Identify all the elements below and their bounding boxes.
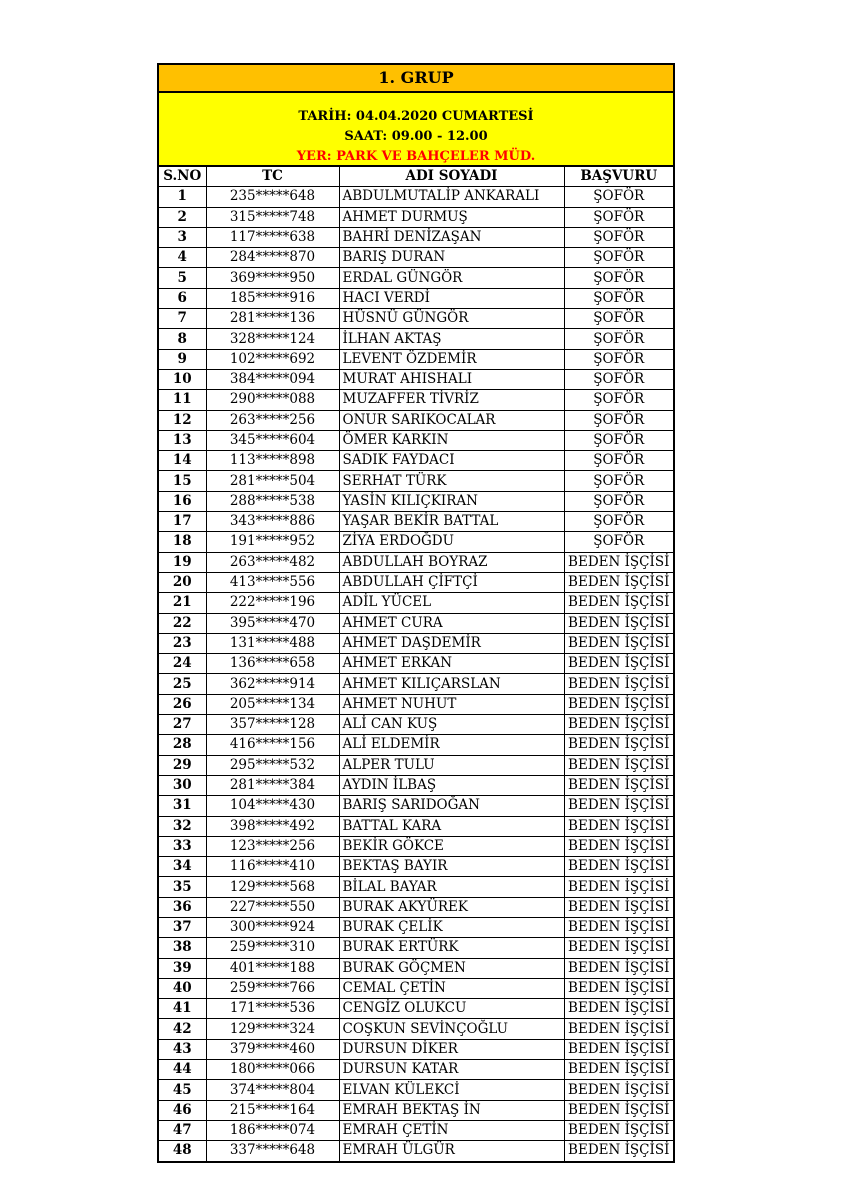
row-tc: 416*****156: [206, 735, 339, 755]
table-body: [159, 187, 673, 1161]
row-tc: 259*****310: [206, 938, 339, 958]
row-application: BEDEN İŞÇİSİ: [564, 1019, 673, 1039]
row-tc: 131*****488: [206, 633, 339, 653]
row-number: 43: [159, 1039, 206, 1059]
table-row: [159, 999, 673, 1019]
row-tc: 315*****748: [206, 207, 339, 227]
row-number: 34: [159, 857, 206, 877]
row-number: 47: [159, 1120, 206, 1140]
row-tc: 398*****492: [206, 816, 339, 836]
table-row: [159, 248, 673, 268]
row-number: 33: [159, 836, 206, 856]
table-row: [159, 491, 673, 511]
row-name: AHMET KILIÇARSLAN: [339, 674, 564, 694]
row-name: DURSUN KATAR: [339, 1060, 564, 1080]
column-header-tc: TC: [206, 167, 339, 187]
row-name: BİLAL BAYAR: [339, 877, 564, 897]
row-application: BEDEN İŞÇİSİ: [564, 715, 673, 735]
row-application: ŞOFÖR: [564, 329, 673, 349]
row-application: BEDEN İŞÇİSİ: [564, 999, 673, 1019]
row-tc: 116*****410: [206, 857, 339, 877]
row-application: BEDEN İŞÇİSİ: [564, 897, 673, 917]
row-tc: 215*****164: [206, 1100, 339, 1120]
row-number: 29: [159, 755, 206, 775]
row-number: 42: [159, 1019, 206, 1039]
table-row: [159, 633, 673, 653]
table-row: [159, 1060, 673, 1080]
row-name: BARIŞ SARIDOĞAN: [339, 796, 564, 816]
table-row: [159, 674, 673, 694]
row-name: ADİL YÜCEL: [339, 593, 564, 613]
exam-info-box: [159, 93, 673, 167]
row-tc: 136*****658: [206, 654, 339, 674]
row-tc: 205*****134: [206, 694, 339, 714]
row-name: EMRAH ÇETİN: [339, 1120, 564, 1140]
row-number: 20: [159, 572, 206, 592]
row-tc: 191*****952: [206, 532, 339, 552]
row-number: 24: [159, 654, 206, 674]
table-row: [159, 552, 673, 572]
row-name: ERDAL GÜNGÖR: [339, 268, 564, 288]
row-tc: 281*****384: [206, 775, 339, 795]
row-tc: 281*****504: [206, 471, 339, 491]
table-row: [159, 349, 673, 369]
row-name: CENGİZ OLUKCU: [339, 999, 564, 1019]
row-number: 28: [159, 735, 206, 755]
row-application: ŞOFÖR: [564, 532, 673, 552]
row-number: 12: [159, 410, 206, 430]
row-number: 30: [159, 775, 206, 795]
table-row: [159, 1141, 673, 1161]
row-name: BARIŞ DURAN: [339, 248, 564, 268]
table-row: [159, 917, 673, 937]
row-application: BEDEN İŞÇİSİ: [564, 755, 673, 775]
table-row: [159, 836, 673, 856]
row-application: BEDEN İŞÇİSİ: [564, 938, 673, 958]
row-number: 18: [159, 532, 206, 552]
row-number: 35: [159, 877, 206, 897]
row-number: 19: [159, 552, 206, 572]
row-application: ŞOFÖR: [564, 369, 673, 389]
row-number: 25: [159, 674, 206, 694]
row-name: AHMET DURMUŞ: [339, 207, 564, 227]
table-row: [159, 958, 673, 978]
row-name: ABDULLAH BOYRAZ: [339, 552, 564, 572]
row-application: ŞOFÖR: [564, 491, 673, 511]
row-application: BEDEN İŞÇİSİ: [564, 877, 673, 897]
row-tc: 113*****898: [206, 451, 339, 471]
row-name: AYDIN İLBAŞ: [339, 775, 564, 795]
row-name: AHMET CURA: [339, 613, 564, 633]
row-name: DURSUN DİKER: [339, 1039, 564, 1059]
row-application: BEDEN İŞÇİSİ: [564, 694, 673, 714]
row-application: ŞOFÖR: [564, 207, 673, 227]
table-row: [159, 1039, 673, 1059]
row-application: BEDEN İŞÇİSİ: [564, 958, 673, 978]
row-name: BURAK ÇELİK: [339, 917, 564, 937]
row-tc: 288*****538: [206, 491, 339, 511]
table-row: [159, 1120, 673, 1140]
row-name: ZİYA ERDOĞDU: [339, 532, 564, 552]
table-row: [159, 938, 673, 958]
row-application: BEDEN İŞÇİSİ: [564, 816, 673, 836]
row-tc: 343*****886: [206, 512, 339, 532]
table-row: [159, 309, 673, 329]
row-tc: 295*****532: [206, 755, 339, 775]
exam-place: YER: PARK VE BAHÇELER MÜD.: [296, 149, 536, 164]
row-application: BEDEN İŞÇİSİ: [564, 674, 673, 694]
row-tc: 171*****536: [206, 999, 339, 1019]
row-number: 23: [159, 633, 206, 653]
row-tc: 328*****124: [206, 329, 339, 349]
row-application: BEDEN İŞÇİSİ: [564, 857, 673, 877]
row-name: ALİ ELDEMİR: [339, 735, 564, 755]
table-row: [159, 978, 673, 998]
row-name: AHMET ERKAN: [339, 654, 564, 674]
row-tc: 180*****066: [206, 1060, 339, 1080]
row-number: 22: [159, 613, 206, 633]
table-row: [159, 735, 673, 755]
row-number: 46: [159, 1100, 206, 1120]
table-row: [159, 369, 673, 389]
row-application: ŞOFÖR: [564, 268, 673, 288]
row-name: ELVAN KÜLEKCİ: [339, 1080, 564, 1100]
row-number: 39: [159, 958, 206, 978]
row-tc: 401*****188: [206, 958, 339, 978]
row-tc: 284*****870: [206, 248, 339, 268]
row-application: ŞOFÖR: [564, 227, 673, 247]
row-number: 14: [159, 451, 206, 471]
row-name: CEMAL ÇETİN: [339, 978, 564, 998]
table-row: [159, 897, 673, 917]
row-application: BEDEN İŞÇİSİ: [564, 572, 673, 592]
row-number: 8: [159, 329, 206, 349]
row-tc: 263*****256: [206, 410, 339, 430]
table-row: [159, 187, 673, 207]
table-row: [159, 227, 673, 247]
row-number: 32: [159, 816, 206, 836]
column-header-application: BAŞVURU: [564, 167, 673, 187]
row-name: AHMET DAŞDEMİR: [339, 633, 564, 653]
row-tc: 379*****460: [206, 1039, 339, 1059]
row-name: ABDULMUTALİP ANKARALI: [339, 187, 564, 207]
row-number: 38: [159, 938, 206, 958]
row-number: 3: [159, 227, 206, 247]
row-application: BEDEN İŞÇİSİ: [564, 1060, 673, 1080]
row-tc: 362*****914: [206, 674, 339, 694]
row-name: LEVENT ÖZDEMİR: [339, 349, 564, 369]
row-application: ŞOFÖR: [564, 512, 673, 532]
row-name: HACI VERDİ: [339, 288, 564, 308]
row-name: ALİ CAN KUŞ: [339, 715, 564, 735]
row-tc: 104*****430: [206, 796, 339, 816]
table-row: [159, 715, 673, 735]
table-row: [159, 755, 673, 775]
row-name: BURAK GÖÇMEN: [339, 958, 564, 978]
table-row: [159, 207, 673, 227]
row-application: ŞOFÖR: [564, 410, 673, 430]
row-application: BEDEN İŞÇİSİ: [564, 735, 673, 755]
row-number: 4: [159, 248, 206, 268]
row-application: BEDEN İŞÇİSİ: [564, 552, 673, 572]
row-number: 48: [159, 1141, 206, 1161]
row-tc: 227*****550: [206, 897, 339, 917]
table-row: [159, 532, 673, 552]
row-application: ŞOFÖR: [564, 349, 673, 369]
row-number: 27: [159, 715, 206, 735]
row-number: 16: [159, 491, 206, 511]
row-name: BATTAL KARA: [339, 816, 564, 836]
table-row: [159, 390, 673, 410]
row-application: BEDEN İŞÇİSİ: [564, 593, 673, 613]
row-tc: 337*****648: [206, 1141, 339, 1161]
row-application: ŞOFÖR: [564, 451, 673, 471]
row-number: 45: [159, 1080, 206, 1100]
table-row: [159, 613, 673, 633]
row-number: 7: [159, 309, 206, 329]
table-row: [159, 410, 673, 430]
row-application: BEDEN İŞÇİSİ: [564, 1141, 673, 1161]
table-row: [159, 775, 673, 795]
applicant-table: [159, 167, 673, 1161]
row-application: ŞOFÖR: [564, 248, 673, 268]
table-row: [159, 512, 673, 532]
row-name: ONUR SARIKOCALAR: [339, 410, 564, 430]
row-name: SERHAT TÜRK: [339, 471, 564, 491]
row-name: ABDULLAH ÇİFTÇİ: [339, 572, 564, 592]
row-application: ŞOFÖR: [564, 309, 673, 329]
row-application: BEDEN İŞÇİSİ: [564, 978, 673, 998]
row-application: BEDEN İŞÇİSİ: [564, 633, 673, 653]
table-row: [159, 593, 673, 613]
row-number: 37: [159, 917, 206, 937]
row-application: BEDEN İŞÇİSİ: [564, 836, 673, 856]
table-row: [159, 288, 673, 308]
row-number: 9: [159, 349, 206, 369]
row-number: 31: [159, 796, 206, 816]
row-number: 44: [159, 1060, 206, 1080]
group-title: 1. GRUP: [159, 65, 673, 93]
row-tc: 290*****088: [206, 390, 339, 410]
table-row: [159, 430, 673, 450]
row-tc: 259*****766: [206, 978, 339, 998]
row-name: MUZAFFER TİVRİZ: [339, 390, 564, 410]
row-name: YASİN KILIÇKIRAN: [339, 491, 564, 511]
table-row: [159, 572, 673, 592]
row-tc: 281*****136: [206, 309, 339, 329]
row-tc: 129*****568: [206, 877, 339, 897]
row-number: 1: [159, 187, 206, 207]
row-number: 5: [159, 268, 206, 288]
column-header-sno: S.NO: [159, 167, 206, 187]
row-name: SADIK FAYDACI: [339, 451, 564, 471]
group-list-sheet: [157, 63, 675, 1163]
row-name: BURAK AKYÜREK: [339, 897, 564, 917]
table-row: [159, 1080, 673, 1100]
row-name: BAHRİ DENİZAŞAN: [339, 227, 564, 247]
row-application: ŞOFÖR: [564, 390, 673, 410]
table-row: [159, 877, 673, 897]
row-name: AHMET NUHUT: [339, 694, 564, 714]
row-application: BEDEN İŞÇİSİ: [564, 1120, 673, 1140]
row-number: 26: [159, 694, 206, 714]
row-name: COŞKUN SEVİNÇOĞLU: [339, 1019, 564, 1039]
table-row: [159, 694, 673, 714]
row-name: BEKİR GÖKCE: [339, 836, 564, 856]
row-number: 40: [159, 978, 206, 998]
row-application: BEDEN İŞÇİSİ: [564, 1039, 673, 1059]
table-header-row: [159, 167, 673, 187]
row-number: 13: [159, 430, 206, 450]
row-tc: 300*****924: [206, 917, 339, 937]
table-row: [159, 1019, 673, 1039]
row-tc: 186*****074: [206, 1120, 339, 1140]
row-number: 17: [159, 512, 206, 532]
row-application: BEDEN İŞÇİSİ: [564, 613, 673, 633]
table-row: [159, 857, 673, 877]
row-number: 2: [159, 207, 206, 227]
row-application: ŞOFÖR: [564, 288, 673, 308]
row-number: 10: [159, 369, 206, 389]
row-tc: 413*****556: [206, 572, 339, 592]
row-name: ÖMER KARKIN: [339, 430, 564, 450]
row-tc: 369*****950: [206, 268, 339, 288]
row-number: 6: [159, 288, 206, 308]
row-application: BEDEN İŞÇİSİ: [564, 1080, 673, 1100]
table-row: [159, 816, 673, 836]
row-number: 11: [159, 390, 206, 410]
row-tc: 345*****604: [206, 430, 339, 450]
row-name: HÜSNÜ GÜNGÖR: [339, 309, 564, 329]
row-name: YAŞAR BEKİR BATTAL: [339, 512, 564, 532]
row-application: BEDEN İŞÇİSİ: [564, 917, 673, 937]
table-row: [159, 796, 673, 816]
row-tc: 357*****128: [206, 715, 339, 735]
row-number: 21: [159, 593, 206, 613]
row-number: 15: [159, 471, 206, 491]
exam-time: SAAT: 09.00 - 12.00: [344, 129, 488, 144]
row-name: MURAT AHISHALI: [339, 369, 564, 389]
row-name: ALPER TULU: [339, 755, 564, 775]
table-row: [159, 654, 673, 674]
row-name: EMRAH ÜLGÜR: [339, 1141, 564, 1161]
row-name: EMRAH BEKTAŞ İN: [339, 1100, 564, 1120]
row-number: 41: [159, 999, 206, 1019]
row-tc: 263*****482: [206, 552, 339, 572]
row-tc: 102*****692: [206, 349, 339, 369]
row-application: BEDEN İŞÇİSİ: [564, 1100, 673, 1120]
row-name: BEKTAŞ BAYIR: [339, 857, 564, 877]
row-tc: 395*****470: [206, 613, 339, 633]
row-application: ŞOFÖR: [564, 187, 673, 207]
table-row: [159, 451, 673, 471]
row-application: BEDEN İŞÇİSİ: [564, 654, 673, 674]
row-application: ŞOFÖR: [564, 471, 673, 491]
row-tc: 123*****256: [206, 836, 339, 856]
row-name: BURAK ERTÜRK: [339, 938, 564, 958]
table-row: [159, 1100, 673, 1120]
row-application: BEDEN İŞÇİSİ: [564, 796, 673, 816]
table-row: [159, 329, 673, 349]
row-tc: 235*****648: [206, 187, 339, 207]
exam-date: TARİH: 04.04.2020 CUMARTESİ: [298, 109, 534, 124]
table-row: [159, 268, 673, 288]
row-tc: 374*****804: [206, 1080, 339, 1100]
row-application: ŞOFÖR: [564, 430, 673, 450]
row-number: 36: [159, 897, 206, 917]
row-application: BEDEN İŞÇİSİ: [564, 775, 673, 795]
column-header-name: ADI SOYADI: [339, 167, 564, 187]
row-tc: 117*****638: [206, 227, 339, 247]
row-name: İLHAN AKTAŞ: [339, 329, 564, 349]
row-tc: 185*****916: [206, 288, 339, 308]
row-tc: 129*****324: [206, 1019, 339, 1039]
row-tc: 222*****196: [206, 593, 339, 613]
row-tc: 384*****094: [206, 369, 339, 389]
table-row: [159, 471, 673, 491]
